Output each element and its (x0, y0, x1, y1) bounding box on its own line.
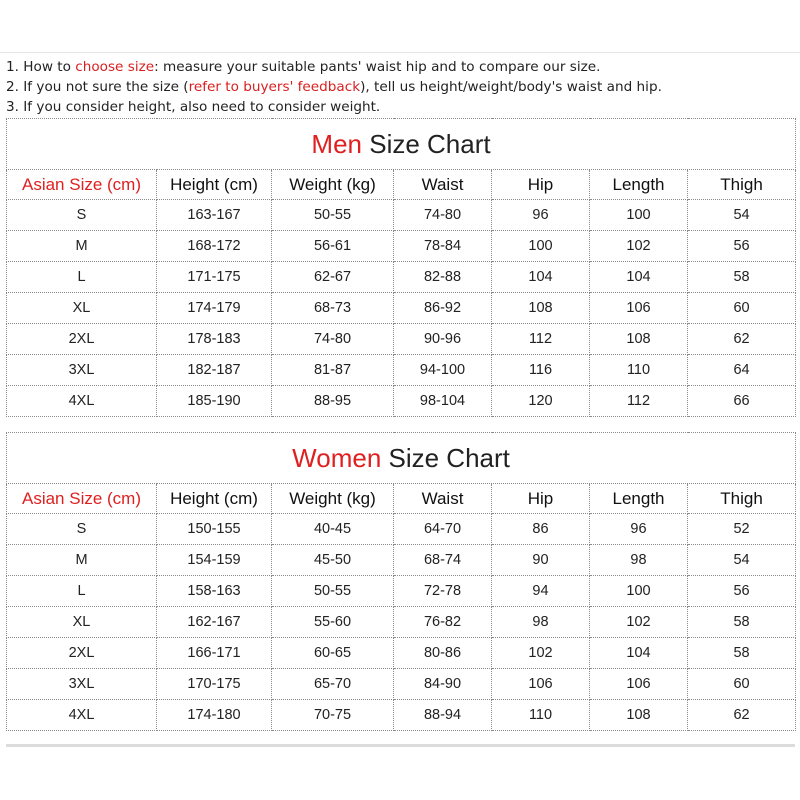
table-cell: 88-94 (394, 700, 492, 731)
table-cell: 102 (590, 607, 688, 638)
table-cell: 104 (492, 262, 590, 293)
table-row (7, 514, 796, 545)
column-header: Length (590, 484, 688, 514)
header-row (7, 170, 796, 200)
chart-title-text: Size Chart (362, 128, 491, 159)
table-cell: 72-78 (394, 576, 492, 607)
instruction-text: 3. If you consider height, also need to consider weight. (6, 99, 381, 115)
table-cell: 64 (688, 355, 796, 386)
column-header: Waist (394, 484, 492, 514)
size-label-cell: 2XL (7, 638, 157, 669)
table-cell: 90 (492, 545, 590, 576)
table-cell: 162-167 (157, 607, 272, 638)
table-cell: 62-67 (272, 262, 394, 293)
table-cell: 81-87 (272, 355, 394, 386)
size-label-cell: M (7, 545, 157, 576)
table-cell: 66 (688, 386, 796, 417)
table-row (7, 576, 796, 607)
column-header: Height (cm) (157, 484, 272, 514)
table-cell: 54 (688, 200, 796, 231)
table-cell: 102 (590, 231, 688, 262)
table-cell: 94 (492, 576, 590, 607)
table-cell: 110 (492, 700, 590, 731)
chart-title-row (7, 433, 796, 484)
table-cell: 86-92 (394, 293, 492, 324)
table-cell: 70-75 (272, 700, 394, 731)
table-row (7, 638, 796, 669)
table-cell: 150-155 (157, 514, 272, 545)
header-row (7, 484, 796, 514)
size-label-cell: L (7, 576, 157, 607)
table-cell: 78-84 (394, 231, 492, 262)
size-label-cell: L (7, 262, 157, 293)
chart-title-highlight: Women (292, 442, 382, 473)
table-cell: 76-82 (394, 607, 492, 638)
table-cell: 112 (590, 386, 688, 417)
table-cell: 45-50 (272, 545, 394, 576)
table-cell: 86 (492, 514, 590, 545)
table-cell: 158-163 (157, 576, 272, 607)
chart-title (7, 119, 796, 170)
table-body (7, 200, 796, 417)
column-header: Length (590, 170, 688, 200)
table-cell: 58 (688, 638, 796, 669)
table-cell: 178-183 (157, 324, 272, 355)
table-cell: 50-55 (272, 200, 394, 231)
table-cell: 58 (688, 607, 796, 638)
table-cell: 116 (492, 355, 590, 386)
instruction-text: 1. How to (6, 59, 76, 75)
size-label-cell: S (7, 514, 157, 545)
table-cell: 40-45 (272, 514, 394, 545)
table-cell: 50-55 (272, 576, 394, 607)
column-header: Height (cm) (157, 170, 272, 200)
table-cell: 96 (492, 200, 590, 231)
instruction-text: : measure your suitable pants' waist hip and to compare our size. (154, 59, 601, 75)
top-divider (0, 52, 800, 53)
table-cell: 62 (688, 700, 796, 731)
table-cell: 62 (688, 324, 796, 355)
table-cell: 98-104 (394, 386, 492, 417)
men-size-chart (6, 118, 796, 417)
table-cell: 88-95 (272, 386, 394, 417)
size-label-cell: 2XL (7, 324, 157, 355)
table-cell: 106 (590, 669, 688, 700)
table-cell: 56 (688, 576, 796, 607)
column-header: Asian Size (cm) (7, 484, 157, 514)
table-cell: 60-65 (272, 638, 394, 669)
size-label-cell: M (7, 231, 157, 262)
table-cell: 108 (492, 293, 590, 324)
table-cell: 100 (590, 200, 688, 231)
table-row (7, 545, 796, 576)
table-cell: 56-61 (272, 231, 394, 262)
column-header: Hip (492, 484, 590, 514)
table-cell: 110 (590, 355, 688, 386)
table-row (7, 607, 796, 638)
table-row (7, 700, 796, 731)
table-cell: 96 (590, 514, 688, 545)
table-cell: 52 (688, 514, 796, 545)
table-cell: 154-159 (157, 545, 272, 576)
table-cell: 68-74 (394, 545, 492, 576)
chart-title-highlight: Men (311, 128, 362, 159)
table-row (7, 231, 796, 262)
table-cell: 166-171 (157, 638, 272, 669)
table-cell: 94-100 (394, 355, 492, 386)
column-header: Thigh (688, 484, 796, 514)
table-cell: 182-187 (157, 355, 272, 386)
chart-title-text: Size Chart (381, 442, 510, 473)
table-cell: 58 (688, 262, 796, 293)
table-cell: 56 (688, 231, 796, 262)
column-header: Thigh (688, 170, 796, 200)
table-cell: 100 (590, 576, 688, 607)
table-row (7, 386, 796, 417)
column-header: Waist (394, 170, 492, 200)
table-cell: 80-86 (394, 638, 492, 669)
size-label-cell: 4XL (7, 386, 157, 417)
table-cell: 90-96 (394, 324, 492, 355)
table-cell: 106 (492, 669, 590, 700)
table-cell: 171-175 (157, 262, 272, 293)
table-cell: 174-179 (157, 293, 272, 324)
size-instructions (6, 57, 796, 117)
instruction-line-1 (6, 57, 796, 77)
table-row (7, 200, 796, 231)
table-cell: 104 (590, 262, 688, 293)
table-cell: 102 (492, 638, 590, 669)
table-cell: 112 (492, 324, 590, 355)
size-label-cell: XL (7, 293, 157, 324)
table-cell: 108 (590, 324, 688, 355)
women-size-chart (6, 432, 796, 731)
table-cell: 104 (590, 638, 688, 669)
table-cell: 60 (688, 669, 796, 700)
column-header: Hip (492, 170, 590, 200)
column-header: Weight (kg) (272, 170, 394, 200)
table-cell: 98 (590, 545, 688, 576)
table-cell: 108 (590, 700, 688, 731)
column-header: Asian Size (cm) (7, 170, 157, 200)
table-cell: 65-70 (272, 669, 394, 700)
size-label-cell: 3XL (7, 669, 157, 700)
instruction-line-2 (6, 77, 796, 97)
table-cell: 55-60 (272, 607, 394, 638)
table-cell: 54 (688, 545, 796, 576)
table-cell: 168-172 (157, 231, 272, 262)
table-row (7, 324, 796, 355)
table-cell: 84-90 (394, 669, 492, 700)
size-label-cell: 4XL (7, 700, 157, 731)
table-cell: 185-190 (157, 386, 272, 417)
table-row (7, 293, 796, 324)
table-cell: 174-180 (157, 700, 272, 731)
instruction-text: ), tell us height/weight/body's waist and hip. (360, 79, 662, 95)
size-label-cell: XL (7, 607, 157, 638)
table-row (7, 669, 796, 700)
size-label-cell: S (7, 200, 157, 231)
instruction-highlight: refer to buyers' feedback (188, 79, 361, 95)
table-cell: 68-73 (272, 293, 394, 324)
bottom-divider (6, 744, 795, 747)
size-label-cell: 3XL (7, 355, 157, 386)
table-cell: 106 (590, 293, 688, 324)
instruction-line-3 (6, 97, 796, 117)
instruction-text: 2. If you not sure the size ( (6, 79, 189, 95)
table-cell: 60 (688, 293, 796, 324)
chart-title-row (7, 119, 796, 170)
table-cell: 74-80 (272, 324, 394, 355)
table-cell: 82-88 (394, 262, 492, 293)
table-cell: 120 (492, 386, 590, 417)
table-cell: 163-167 (157, 200, 272, 231)
chart-title (7, 433, 796, 484)
table-row (7, 262, 796, 293)
table-cell: 74-80 (394, 200, 492, 231)
instruction-highlight: choose size (75, 59, 155, 75)
table-row (7, 355, 796, 386)
table-cell: 98 (492, 607, 590, 638)
column-header: Weight (kg) (272, 484, 394, 514)
table-cell: 100 (492, 231, 590, 262)
table-body (7, 514, 796, 731)
table-cell: 170-175 (157, 669, 272, 700)
table-cell: 64-70 (394, 514, 492, 545)
